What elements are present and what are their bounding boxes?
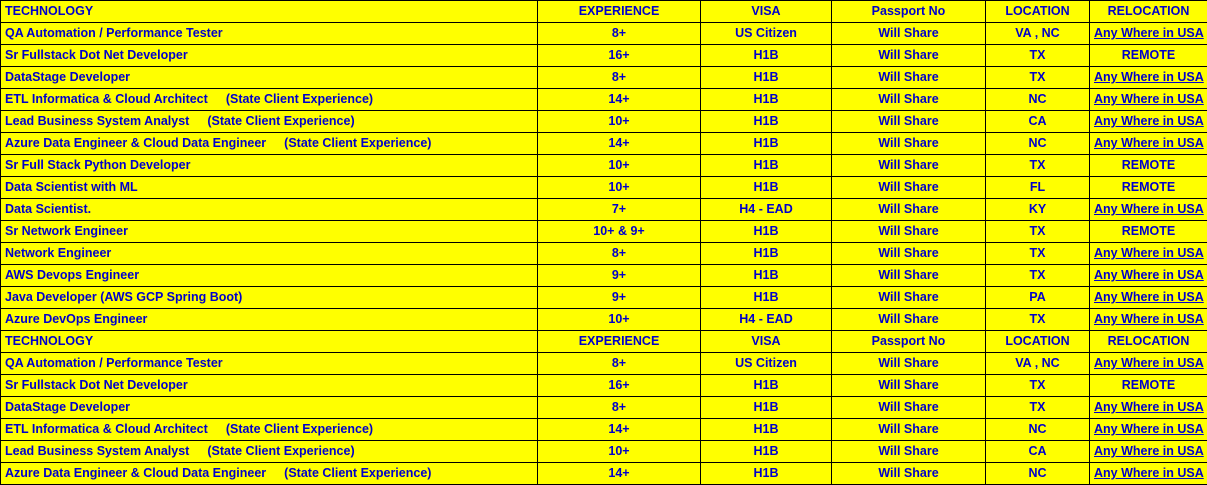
column-header-location: LOCATION [986, 1, 1090, 23]
cell-experience: 9+ [538, 287, 701, 309]
cell-passport: Will Share [832, 419, 986, 441]
cell-experience: 8+ [538, 67, 701, 89]
table-row [1, 177, 1207, 199]
cell-visa: H1B [701, 375, 832, 397]
cell-technology [1, 265, 538, 287]
cell-passport: Will Share [832, 45, 986, 67]
cell-passport: Will Share [832, 89, 986, 111]
technology-label: Network Engineer [5, 246, 111, 260]
cell-technology [1, 89, 538, 111]
cell-visa: H1B [701, 463, 832, 485]
cell-location: VA , NC [986, 353, 1090, 375]
column-header-technology [1, 1, 538, 23]
cell-passport: Will Share [832, 397, 986, 419]
technology-label: DataStage Developer [5, 70, 130, 84]
cell-experience: 10+ [538, 441, 701, 463]
technology-label: Java Developer (AWS GCP Spring Boot) [5, 290, 242, 304]
cell-passport: Will Share [832, 287, 986, 309]
cell-relocation: REMOTE [1090, 375, 1207, 397]
cell-experience: 10+ [538, 155, 701, 177]
cell-relocation: REMOTE [1090, 155, 1207, 177]
cell-technology [1, 221, 538, 243]
cell-experience: 9+ [538, 265, 701, 287]
technology-label: TECHNOLOGY [5, 334, 93, 348]
cell-relocation: Any Where in USA [1090, 463, 1207, 485]
column-header-experience: EXPERIENCE [538, 331, 701, 353]
cell-technology [1, 309, 538, 331]
technology-label: TECHNOLOGY [5, 4, 93, 18]
table-row [1, 287, 1207, 309]
column-header-location: LOCATION [986, 331, 1090, 353]
cell-experience: 8+ [538, 243, 701, 265]
cell-technology [1, 375, 538, 397]
technology-label: Sr Full Stack Python Developer [5, 158, 190, 172]
table-row [1, 111, 1207, 133]
cell-experience: 10+ [538, 111, 701, 133]
cell-passport: Will Share [832, 309, 986, 331]
cell-experience: 10+ [538, 177, 701, 199]
table-row [1, 199, 1207, 221]
technology-label: Sr Fullstack Dot Net Developer [5, 378, 188, 392]
cell-passport: Will Share [832, 199, 986, 221]
cell-technology [1, 441, 538, 463]
table-row [1, 45, 1207, 67]
cell-passport: Will Share [832, 441, 986, 463]
cell-location: CA [986, 111, 1090, 133]
cell-visa: H1B [701, 155, 832, 177]
column-header-visa: VISA [701, 1, 832, 23]
cell-experience: 14+ [538, 419, 701, 441]
technology-label: Data Scientist with ML [5, 180, 138, 194]
technology-label: Azure DevOps Engineer [5, 312, 147, 326]
cell-experience: 16+ [538, 45, 701, 67]
table-row [1, 155, 1207, 177]
cell-relocation: REMOTE [1090, 221, 1207, 243]
column-header-relocation: RELOCATION [1090, 331, 1207, 353]
table-row [1, 221, 1207, 243]
cell-technology [1, 177, 538, 199]
cell-relocation: Any Where in USA [1090, 199, 1207, 221]
cell-visa: H1B [701, 133, 832, 155]
table-row [1, 353, 1207, 375]
cell-passport: Will Share [832, 375, 986, 397]
table-row [1, 309, 1207, 331]
cell-location: VA , NC [986, 23, 1090, 45]
cell-technology [1, 287, 538, 309]
table-row [1, 23, 1207, 45]
cell-visa: H1B [701, 265, 832, 287]
cell-passport: Will Share [832, 463, 986, 485]
cell-visa: H1B [701, 67, 832, 89]
cell-technology [1, 463, 538, 485]
cell-relocation: Any Where in USA [1090, 441, 1207, 463]
table-row [1, 243, 1207, 265]
cell-passport: Will Share [832, 221, 986, 243]
cell-visa: H4 - EAD [701, 199, 832, 221]
cell-location: CA [986, 441, 1090, 463]
cell-technology [1, 155, 538, 177]
cell-passport: Will Share [832, 265, 986, 287]
cell-passport: Will Share [832, 133, 986, 155]
table-row [1, 375, 1207, 397]
cell-relocation: Any Where in USA [1090, 397, 1207, 419]
column-header-passport: Passport No [832, 1, 986, 23]
cell-visa: H1B [701, 397, 832, 419]
cell-technology [1, 199, 538, 221]
technology-label: Sr Network Engineer [5, 224, 128, 238]
cell-technology [1, 67, 538, 89]
table-row [1, 67, 1207, 89]
cell-technology [1, 45, 538, 67]
cell-location: TX [986, 155, 1090, 177]
cell-relocation: Any Where in USA [1090, 67, 1207, 89]
cell-location: TX [986, 221, 1090, 243]
cell-relocation: Any Where in USA [1090, 111, 1207, 133]
cell-visa: H1B [701, 243, 832, 265]
cell-relocation: Any Where in USA [1090, 353, 1207, 375]
technology-note: (State Client Experience) [208, 422, 373, 436]
cell-visa: H1B [701, 287, 832, 309]
technology-note: (State Client Experience) [266, 136, 431, 150]
cell-location: NC [986, 89, 1090, 111]
cell-technology [1, 23, 538, 45]
cell-experience: 14+ [538, 89, 701, 111]
cell-experience: 8+ [538, 353, 701, 375]
cell-location: TX [986, 243, 1090, 265]
cell-relocation: REMOTE [1090, 177, 1207, 199]
technology-label: ETL Informatica & Cloud Architect [5, 92, 208, 106]
cell-visa: US Citizen [701, 353, 832, 375]
cell-location: NC [986, 419, 1090, 441]
technology-label: Azure Data Engineer & Cloud Data Engineer [5, 466, 266, 480]
cell-location: NC [986, 133, 1090, 155]
cell-technology [1, 111, 538, 133]
cell-technology [1, 397, 538, 419]
cell-relocation: Any Where in USA [1090, 419, 1207, 441]
technology-label: ETL Informatica & Cloud Architect [5, 422, 208, 436]
cell-experience: 16+ [538, 375, 701, 397]
technology-label: QA Automation / Performance Tester [5, 356, 223, 370]
column-header-experience: EXPERIENCE [538, 1, 701, 23]
cell-experience: 8+ [538, 397, 701, 419]
technology-label: Lead Business System Analyst [5, 114, 189, 128]
cell-experience: 10+ & 9+ [538, 221, 701, 243]
column-header-relocation: RELOCATION [1090, 1, 1207, 23]
cell-location: NC [986, 463, 1090, 485]
column-header-visa: VISA [701, 331, 832, 353]
technology-note: (State Client Experience) [189, 114, 354, 128]
cell-relocation: Any Where in USA [1090, 243, 1207, 265]
technology-label: AWS Devops Engineer [5, 268, 139, 282]
cell-passport: Will Share [832, 353, 986, 375]
cell-visa: H1B [701, 89, 832, 111]
table-header-row [1, 1, 1207, 23]
table-header-row [1, 331, 1207, 353]
technology-note: (State Client Experience) [189, 444, 354, 458]
cell-relocation: Any Where in USA [1090, 287, 1207, 309]
cell-experience: 14+ [538, 133, 701, 155]
cell-visa: H1B [701, 177, 832, 199]
cell-passport: Will Share [832, 111, 986, 133]
cell-passport: Will Share [832, 67, 986, 89]
cell-visa: H1B [701, 111, 832, 133]
cell-location: TX [986, 67, 1090, 89]
cell-relocation: Any Where in USA [1090, 309, 1207, 331]
cell-passport: Will Share [832, 23, 986, 45]
cell-location: TX [986, 45, 1090, 67]
cell-visa: H1B [701, 221, 832, 243]
cell-experience: 8+ [538, 23, 701, 45]
cell-technology [1, 419, 538, 441]
technology-label: DataStage Developer [5, 400, 130, 414]
cell-technology [1, 243, 538, 265]
cell-technology [1, 353, 538, 375]
cell-experience: 14+ [538, 463, 701, 485]
cell-technology [1, 133, 538, 155]
cell-location: TX [986, 309, 1090, 331]
cell-relocation: Any Where in USA [1090, 133, 1207, 155]
cell-passport: Will Share [832, 177, 986, 199]
table-row [1, 397, 1207, 419]
technology-note: (State Client Experience) [208, 92, 373, 106]
technology-label: QA Automation / Performance Tester [5, 26, 223, 40]
cell-location: PA [986, 287, 1090, 309]
cell-relocation: Any Where in USA [1090, 23, 1207, 45]
cell-passport: Will Share [832, 243, 986, 265]
cell-location: TX [986, 397, 1090, 419]
cell-relocation: REMOTE [1090, 45, 1207, 67]
cell-experience: 7+ [538, 199, 701, 221]
column-header-technology [1, 331, 538, 353]
table-row [1, 441, 1207, 463]
cell-visa: H4 - EAD [701, 309, 832, 331]
technology-label: Azure Data Engineer & Cloud Data Engineer [5, 136, 266, 150]
cell-location: TX [986, 265, 1090, 287]
technology-label: Data Scientist. [5, 202, 91, 216]
table-row [1, 265, 1207, 287]
cell-experience: 10+ [538, 309, 701, 331]
table-row [1, 89, 1207, 111]
technology-label: Sr Fullstack Dot Net Developer [5, 48, 188, 62]
cell-visa: US Citizen [701, 23, 832, 45]
cell-location: FL [986, 177, 1090, 199]
cell-visa: H1B [701, 45, 832, 67]
cell-relocation: Any Where in USA [1090, 265, 1207, 287]
cell-visa: H1B [701, 441, 832, 463]
technology-label: Lead Business System Analyst [5, 444, 189, 458]
table-row [1, 419, 1207, 441]
cell-visa: H1B [701, 419, 832, 441]
table-row [1, 463, 1207, 485]
column-header-passport: Passport No [832, 331, 986, 353]
cell-location: TX [986, 375, 1090, 397]
table-row [1, 133, 1207, 155]
cell-passport: Will Share [832, 155, 986, 177]
cell-relocation: Any Where in USA [1090, 89, 1207, 111]
cell-location: KY [986, 199, 1090, 221]
technology-note: (State Client Experience) [266, 466, 431, 480]
table-body [1, 1, 1207, 485]
